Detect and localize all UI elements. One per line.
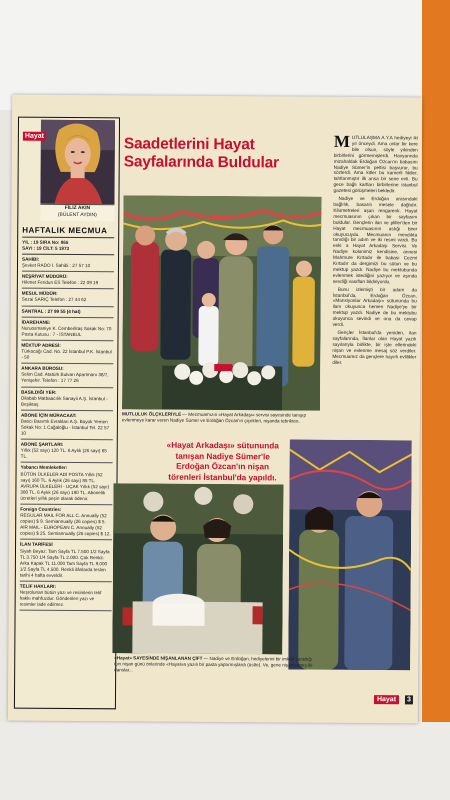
caption-bottom-lead: «Hayat» SAYESİNDE NİŞANLANAN ÇİFT	[114, 655, 203, 661]
article-paragraph-1-text: UTLULAŞMA A.Y.A hediyeyi iki yıl önceydi. Ama onlar bir kere bile olsun, söyle yıkinden birbirlerini görmemişlerdi. Havyarında mizahaldak Erdoğan Özcan'ın babasını Nadiye Sümer'in peltisi başvurur, bu sözlerdi. Ama kitler bu kamerli fıkiler, tahtlanmıştır ilk ansa bir sene evli. Bu gece bağlı kartları birbirlerine istanbul gazetesi görüşmeleri bekledir.	[333, 134, 418, 194]
sidebar-section-heading: İLAN TARİFESİ	[20, 542, 53, 548]
caption-bottom-text: Nadiye ve Erdoğan, hediyelerini bir imkân yarattığı için nişan günü önlerinde «Hayat»a yazılı bir pasta yaptırmışlardı (üstte). Ve, gene nişanlanmış iki danslar...	[114, 655, 313, 673]
photo-caption-top	[122, 411, 322, 424]
sidebar-section-heading: SAHİBİ:	[22, 256, 40, 262]
background-orange-edge	[422, 0, 450, 800]
sidebar-section	[20, 542, 112, 579]
issue-line-2: SAYI : 19 CİLT: 5 1973	[22, 245, 70, 252]
magazine-logo-small: Hayat	[23, 132, 46, 141]
divider	[21, 462, 113, 464]
sidebar-section-heading: İDAREHANE:	[21, 319, 51, 325]
divider	[22, 254, 114, 256]
sidebar-section-heading: SANTRAL : 27 99 55 (4 hat)	[21, 308, 81, 314]
sidebar-section-heading: Yabancı Memleketler:	[20, 465, 68, 471]
sidebar-section-heading: ANKARA BÜROSU:	[21, 365, 64, 372]
article-paragraph-2: Nadiye ve Erdoğan arasındaki bağlılık, basarılı mesele dağlıdır. Kilometreleri aşan rengarenk. Hayat mecmuasının çıkan bir sayfasını buldular. Gençlerin ilan ve pliller'den bir Hayat mecmuasının astığı birer okuyucuydu. Mecmuanın mevdıkta tanıdığı bir adım ve iki resmi vardı. Bu eski a Hayat Arkadaşı Servisi. Ve Nadiye kolonimiz kendisine, annesi Mahmure Kırtadır ile babası Cezmi Kırtadır da dergimizi bu sütun ve bu mektup yazdı. Nadiye bu mektubunda evlenmek istediğini yazıyor ve aşında sevdiği vasıfları bildiriyordu.	[332, 195, 418, 284]
sidebar-section	[21, 412, 113, 437]
cover-caption-name: FİLİZ AKIN	[64, 204, 91, 212]
masthead-sidebar	[14, 117, 120, 710]
couple-streamers-photo	[288, 440, 412, 671]
sidebar-section	[21, 343, 113, 362]
sidebar-section-text: Batıcı Basımlı Evrakları A.Ş. Büyük Yemen Sokak No: 1 Cağaloğlu - İstanbul Tel. 22 57 10	[20, 418, 110, 436]
divider	[21, 386, 113, 388]
sidebar-section	[22, 308, 114, 315]
issue-info	[22, 240, 114, 253]
sidebar-section	[20, 465, 112, 502]
sidebar-section-text: Yıllık (52 sayı) 120 TL. 6 Aylık (26 sayı) 65 TL.	[20, 447, 107, 460]
divider	[21, 439, 113, 441]
sidebar-section-text: Selim Cad. Atatürk Bulvarı Apartmanı 38/7, Yenişehir. Telefon : 17 77 26	[21, 371, 109, 384]
divider	[20, 504, 112, 506]
background-table	[0, 722, 450, 800]
sidebar-section-text: Hikmet Feridun ES Telefon : 22 09 19	[21, 279, 99, 286]
sidebar-section	[21, 319, 113, 338]
cover-caption	[40, 204, 114, 222]
sidebar-section-text: BÜTÜN ÜLKELER ADİ POSTA Yıllık (52 sayı) 160 TL. 6 Aylık (26 sayı) 85 TL. AVRUPA ÜLKELERİ - UÇAK Yıllık (52 sayı) 380 TL. 6 Aylık (26 sayı) 190 TL. Abonelik ücretleri yıllık peşin olarak ödenir.	[20, 471, 110, 502]
caption-top-lead: MUTLULUK ÖLÇKLERİYLE	[121, 411, 182, 417]
masthead-title: HAFTALIK MECMUA	[22, 225, 108, 236]
footer-magazine-logo: Hayat	[374, 695, 399, 704]
article-paragraph-3: Bunu izlemişti bir adam da İstanbul'da, Erdoğan Özcan, «Mansiyonlar Arkadaşı» sütununda bu ilanı okuyunca hemen Nadiye'ye bir mektup yazdı. Nadiye de bu mektubu okuyunca sevindi ve ona da cevap verdi.	[332, 286, 417, 327]
background-top	[0, 0, 422, 110]
issue-line-1: YIL : 19 SIRA No: 865	[22, 239, 69, 245]
sidebar-section-heading: ABONE ŞARTLARI:	[20, 441, 64, 448]
headline-line-2: Sayfalarında Buldular	[123, 153, 279, 172]
sidebar-sections	[20, 257, 114, 614]
sidebar-section-heading: ABONE İÇİN MÜRACAAT:	[20, 412, 77, 418]
sidebar-section	[22, 274, 114, 287]
sidebar-section-text: Siyah Beyaz: Tam Sayfa TL 7.500 1/2 Sayfa TL 3.750 1/4 Sayfa TL 2.000. Çok Renkli: Arka Kapak TL 11.000 Tam Sayfa TL 9.000 1/2 Sayfa TL 4.500. Renkli ilânlarda teslim tarihi 4 hafta evveldir.	[19, 548, 110, 578]
headline-line-1: Saadetlerini Hayat	[123, 135, 255, 154]
sidebar-section-text: REGULAR MAIL FOR ALL C. Annually (52 copies) $ 9. Semiannually (26 copies) $ 5. AIR MAIL - EUROPEAN C. Annually (52 copies) $ 25. Semiannually (26 copies) $ 12.	[20, 512, 111, 537]
divider	[22, 316, 114, 318]
caption-top-paragraph: MUTLULUK ÖLÇKLERİYLE — Mecmuamızın «Hayat Arkadaşı» servisi sayesinde tanışıp evlenmeye karar veren Nadiye Sümer ve Erdoğan Özcan'ın çiçekleri, nişanda tebrikten.	[121, 411, 307, 424]
sidebar-section-text: Türkocağı Cad. No. 22 İstanbul P.K. İstanbul - 50	[21, 348, 112, 360]
divider	[22, 237, 114, 239]
divider	[21, 409, 113, 411]
engagement-celebration-photo	[122, 195, 321, 410]
photo-caption-bottom	[114, 655, 314, 674]
divider	[22, 305, 114, 307]
sidebar-section	[21, 442, 113, 461]
sidebar-section-heading: MESUL MÜDÜR:	[21, 291, 58, 297]
sidebar-section	[20, 507, 112, 538]
page-number: 3	[405, 695, 413, 704]
sidebar-section-heading: BASILDIĞI YER:	[21, 389, 57, 395]
sidebar-section	[20, 584, 112, 609]
drop-cap: M	[333, 131, 350, 151]
pull-quote-title: «Hayat Arkadaşı» sütununda tanışan Nadiye Sümer'le Erdoğan Özcan'ın nişan törenleri İstanbul'da yapıldı.	[166, 440, 279, 482]
caption-top-text: Mecmuamızın «Hayat Arkadaşı» servisi sayesinde tanışıp evlenmeye karar veren Nadiye Sümer ve Erdoğan Özcan'ın çiçekleri, nişanda tebrikten.	[121, 411, 307, 424]
divider	[21, 363, 113, 365]
sidebar-section	[21, 389, 113, 408]
caption-bottom-paragraph: «Hayat» SAYESİNDE NİŞANLANAN ÇİFT — Nadiye ve Erdoğan, hediyelerini bir imkân yarattığı için nişan günü önlerinde «Hayat»a yazılı bir pasta yaptırmışlardı (üstte). Ve, gene nişanlanmış iki danslar...	[114, 655, 313, 673]
sidebar-section-heading: Foreign Countries:	[20, 506, 62, 512]
sidebar-section	[22, 291, 114, 304]
divider	[20, 610, 112, 612]
article-paragraph-4: Gençler İstanbul'da yeniden, ilan sayfalarında, İlanlar olan Hayat yazılı sayılarıyla birlikte, bir işte ellerindeki nişan ve evlenme mesaj söz verdiler. Mecmuamız da gençlere hayırlı evlilikler diler.	[332, 329, 417, 365]
sidebar-section-heading: MEKTUP ADRESİ:	[21, 342, 61, 348]
sidebar-section	[22, 257, 114, 270]
sidebar-section-text: Şevket RADO İ. Sahibi : 27 57 10	[21, 262, 91, 269]
article-body	[332, 131, 418, 366]
cover-caption-credit: (BÜLENT AYDIN)	[57, 211, 97, 219]
divider	[21, 340, 113, 342]
headline	[124, 135, 324, 172]
sidebar-section-heading: NEŞRİYAT MÜDÜRÜ:	[21, 273, 68, 280]
sidebar-section	[21, 366, 113, 385]
article-paragraph-1	[333, 131, 418, 195]
sidebar-section-text: Nuruosmaniye K. Cemberlitaş Sokak No: 70 Posta Kutusu : 7 - İSTANBUL	[21, 325, 112, 337]
magazine-page	[8, 95, 422, 724]
sidebar-section-text	[22, 314, 114, 315]
sidebar-section-text: Sezai SARIÇ Telefon : 27 44 62	[21, 297, 87, 303]
divider	[22, 288, 114, 290]
divider	[22, 271, 114, 273]
divider	[20, 539, 112, 541]
sidebar-section-text: Dilabab Matbaacılık Sanayii A.Ş. İstanbul - Beşiktaş	[21, 395, 108, 407]
cover-portrait-photo	[40, 120, 115, 205]
divider	[20, 581, 112, 583]
sidebar-section-text: Neşrolunan bütün yazı ve resimlerin telif hakkı mahfuzdur. Gönderilen yazı ve resimler iade edilmez.	[19, 589, 102, 608]
sidebar-section-heading: TELİF HAKLARI:	[19, 583, 57, 589]
couple-cutting-cake-photo	[112, 483, 283, 654]
